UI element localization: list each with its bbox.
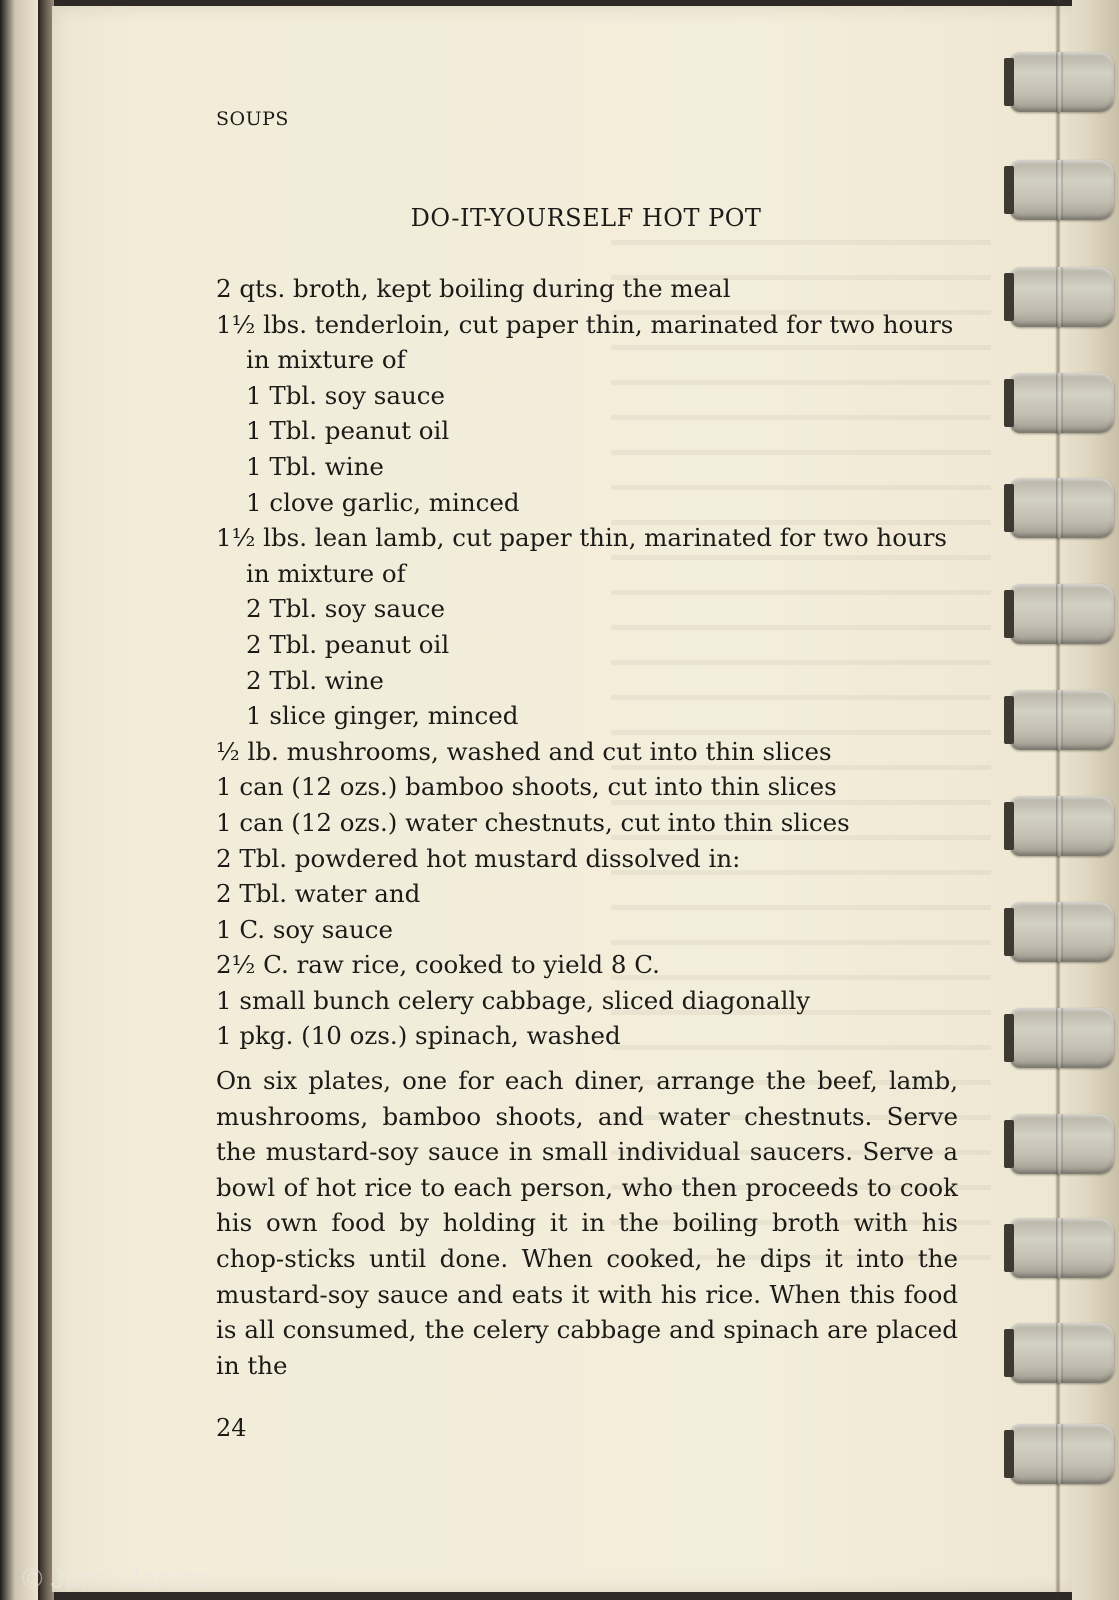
ingredient-list [216, 271, 961, 1054]
comb-binding-ring [1010, 1218, 1114, 1278]
comb-binding-ring [1010, 796, 1114, 856]
ingredient-line: 1 small bunch celery cabbage, sliced diagonally [216, 985, 811, 1015]
ingredient-line: 2½ C. raw rice, cooked to yield 8 C. [216, 950, 660, 980]
comb-binding-ring [1010, 373, 1114, 433]
ingredient-line: 1 pkg. (10 ozs.) spinach, washed [216, 1021, 621, 1051]
ingredient-line: ½ lb. mushrooms, washed and cut into thin slices [216, 736, 832, 766]
binding-left-edge [0, 0, 38, 1600]
ingredient-line: 1½ lbs. tenderloin, cut paper thin, marinated for two hours in mixture of [216, 309, 954, 375]
ingredient-line: 1 can (12 ozs.) water chestnuts, cut into thin slices [216, 807, 850, 837]
ingredient-subline: 1 clove garlic, minced [246, 487, 520, 517]
ingredient-subline: 2 Tbl. peanut oil [246, 629, 450, 659]
comb-binding-ring [1010, 160, 1114, 220]
comb-binding-ring [1010, 1424, 1114, 1484]
copyright-watermark: © Janet Jarvits [22, 1563, 208, 1594]
comb-binding-ring [1010, 267, 1114, 327]
ingredient-line: 1 C. soy sauce [216, 914, 393, 944]
ingredient-line: 1½ lbs. lean lamb, cut paper thin, marinated for two hours in mixture of [216, 523, 948, 588]
ingredient-line: 2 Tbl. water and [216, 879, 421, 909]
running-head: SOUPS [216, 108, 289, 130]
comb-binding-ring [1010, 478, 1114, 538]
comb-binding-ring [1010, 690, 1114, 750]
ingredient-line: 2 qts. broth, kept boiling during the meal [216, 274, 731, 303]
ingredient-subline: 1 slice ginger, minced [246, 701, 519, 731]
recipe-directions: On six plates, one for each diner, arrange the beef, lamb, mushrooms, bamboo shoots, and water chestnuts. Serve the mustard-soy sauce in small individual saucers. Serve a bowl of hot rice to each person, who then proceeds to cook his own food by holding it in the boiling broth with his chop-sticks until done. When cooked, he dips it into the mustard-soy sauce and eats it with his rice. When this food is all consumed, the celery cabbage and spinach are placed in the [216, 1066, 958, 1380]
comb-binding-ring [1010, 1114, 1114, 1174]
comb-binding-ring [1010, 902, 1114, 962]
ingredient-subline: 1 Tbl. wine [246, 451, 384, 481]
comb-binding-ring [1010, 52, 1114, 112]
comb-binding-ring [1010, 584, 1114, 644]
page-number: 24 [216, 1414, 247, 1442]
ingredient-subline: 1 Tbl. soy sauce [246, 380, 445, 410]
ingredient-subline: 2 Tbl. wine [246, 665, 384, 695]
ingredient-line: 2 Tbl. powdered hot mustard dissolved in: [216, 843, 741, 873]
recipe-title: DO-IT-YOURSELF HOT POT [410, 204, 762, 232]
comb-binding-ring [1010, 1008, 1114, 1068]
ingredient-subline: 1 Tbl. peanut oil [246, 416, 450, 446]
ingredient-subline: 2 Tbl. soy sauce [246, 594, 445, 624]
ingredient-line: 1 can (12 ozs.) bamboo shoots, cut into thin slices [216, 772, 837, 802]
comb-binding-ring [1010, 1323, 1114, 1383]
